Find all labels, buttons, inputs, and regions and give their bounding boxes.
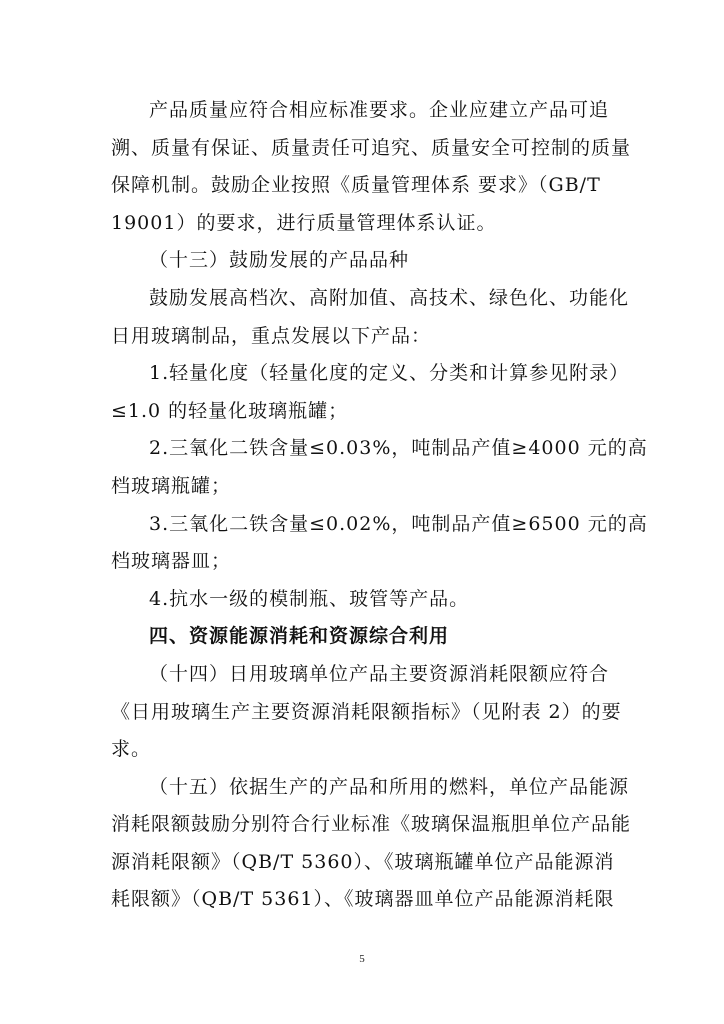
list-item-2 <box>111 430 648 505</box>
text-line: 4.抗水一级的模制瓶、玻管等产品。 <box>149 587 470 610</box>
text-line: （十四）日用玻璃单位产品主要资源消耗限额应符合 <box>149 662 610 685</box>
clause-13-title <box>111 242 613 280</box>
list-item-4 <box>111 581 613 619</box>
text-line: 日用玻璃制品，重点发展以下产品： <box>111 324 432 347</box>
list-item-3 <box>111 506 648 581</box>
list-item-1 <box>111 355 630 430</box>
text-line: 鼓励发展高档次、高附加值、高技术、绿色化、功能化 <box>149 286 630 309</box>
text-line: 源消耗限额》（QB/T 5360）、《玻璃瓶罐单位产品能源消 <box>111 850 615 873</box>
text-line: 3.三氧化二铁含量≤0.02%，吨制品产值≥6500 元的高 <box>149 512 648 535</box>
text-line: 档玻璃器皿； <box>111 550 232 573</box>
text-line: 《日用玻璃生产主要资源消耗限额指标》（见附表 2）的要 <box>111 700 622 723</box>
text-line: 档玻璃瓶罐； <box>111 474 232 497</box>
text-line: 19001）的要求，进行质量管理体系认证。 <box>111 211 497 234</box>
page-number: 5 <box>359 953 365 965</box>
text-line: 2.三氧化二铁含量≤0.03%，吨制品产值≥4000 元的高 <box>149 437 648 460</box>
text-line: 溯、质量有保证、质量责任可追究、质量安全可控制的质量 <box>111 136 632 159</box>
clause-14 <box>111 656 622 769</box>
text-line: （十五）依据生产的产品和所用的燃料，单位产品能源 <box>149 775 630 798</box>
text-line: ≤1.0 的轻量化玻璃瓶罐； <box>111 399 349 422</box>
clause-15 <box>111 769 632 919</box>
text-line: 1.轻量化度（轻量化度的定义、分类和计算参见附录） <box>149 362 630 385</box>
text-line: 消耗限额鼓励分别符合行业标准《玻璃保温瓶胆单位产品能 <box>111 813 632 836</box>
body-text <box>111 92 648 919</box>
text-line: 保障机制。鼓励企业按照《质量管理体系 要求》（GB/T <box>111 174 601 197</box>
section-heading: 四、资源能源消耗和资源综合利用 <box>149 625 450 648</box>
paragraph-encouraged-products <box>111 280 630 355</box>
text-line: （十三）鼓励发展的产品品种 <box>149 249 410 272</box>
text-line: 求。 <box>111 738 152 761</box>
paragraph-quality-requirements <box>111 92 632 242</box>
text-line: 产品质量应符合相应标准要求。企业应建立产品可追 <box>149 99 610 121</box>
text-line: 耗限额》（QB/T 5361）、《玻璃器皿单位产品能源消耗限 <box>111 888 615 911</box>
